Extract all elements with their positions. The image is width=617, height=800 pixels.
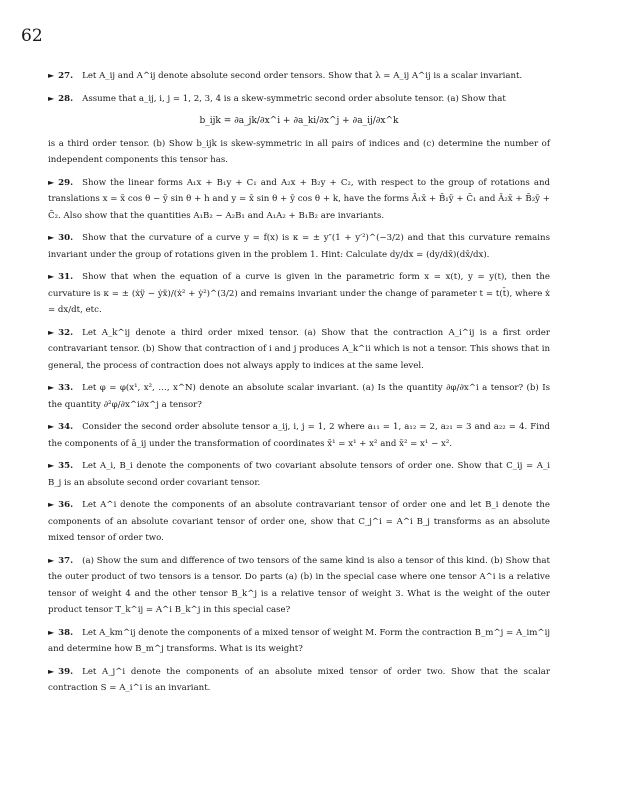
problem-heading	[48, 383, 82, 393]
problem-text: Consider the second order absolute tensor a_ij, i, j = 1, 2 where a₁₁ = 1, a₁₂ = 2, a₂₁ = 3 and a₂₂ = 4. Find the components of ā_ij under the transformation of coordinates x̄¹ = x¹ + x² and x̄² = x¹ − x².	[48, 422, 550, 449]
problem-item	[48, 458, 550, 491]
triangle-marker-icon: ►	[48, 422, 55, 431]
triangle-marker-icon: ►	[48, 177, 55, 187]
problem-number: 37.	[58, 555, 74, 566]
problem-heading	[48, 94, 82, 104]
problem-number: 28.	[58, 93, 74, 104]
problem-text: Let A_k^ij denote a third order mixed tensor. (a) Show that the contraction A_i^ij is a first order contravariant tensor. (b) Show that contraction of i and j produces A_k^ii which is not a tensor. This shows that in general, the process of contraction does not always apply to indices at the same level.	[48, 327, 550, 371]
problem-number: 30.	[58, 233, 74, 243]
problem-item	[48, 68, 550, 85]
problem-item	[48, 419, 550, 452]
problem-number: 38.	[58, 627, 74, 638]
problem-item	[48, 269, 550, 319]
problem-heading	[48, 233, 82, 243]
problem-text: Let φ = φ(x¹, x², …, x^N) denote an absolute scalar invariant. (a) Is the quantity ∂φ/∂x^i a tensor? (b) Is the quantity ∂²φ/∂x^i∂x^j a tensor?	[48, 383, 550, 410]
problem-text: Show the linear forms A₁x + B₁y + C₁ and A₂x + B₂y + C₂, with respect to the group of rotations and translations x = x̄ cos θ − ȳ sin θ + h and y = x̄ sin θ + ȳ cos θ + k, have the forms Ā₁x̄ + B̄₁ȳ + C̄₁ and Ā₂x̄ + B̄₂ȳ + C̄₂. Also show that the quantities A₁B₂ − A₂B₁ and A₁A₂ + B₁B₂ are invariants.	[48, 177, 550, 221]
problem-heading	[48, 500, 82, 510]
problem-item	[48, 380, 550, 413]
problem-heading	[48, 422, 82, 432]
problem-item	[48, 230, 550, 263]
problem-item	[48, 625, 550, 658]
problem-heading	[48, 178, 82, 188]
problem-text: Let A_j^i denote the components of an absolute mixed tensor of order two. Show that the scalar contraction S = A_i^i is an invariant.	[48, 666, 550, 693]
triangle-marker-icon: ►	[48, 461, 55, 470]
problem-number: 33.	[58, 383, 74, 393]
triangle-marker-icon: ►	[48, 327, 55, 337]
problem-text: Let A_i, B_i denote the components of two covariant absolute tensors of order one. Show that C_ij = A_i B_j is an absolute second order covariant tensor.	[48, 461, 550, 488]
problem-number: 36.	[58, 500, 74, 510]
problem-heading	[48, 328, 82, 338]
problem-number: 27.	[58, 71, 74, 81]
problem-item	[48, 664, 550, 697]
problem-text: Let A_ij and A^ij denote absolute second order tensors. Show that λ = A_ij A^ij is a scalar invariant.	[82, 71, 523, 81]
problem-heading	[48, 628, 82, 638]
triangle-marker-icon: ►	[48, 272, 55, 281]
display-equation: b_ijk = ∂a_jk/∂x^i + ∂a_ki/∂x^j + ∂a_ij/∂x^k	[199, 116, 399, 126]
problem-text: Let A_km^ij denote the components of a mixed tensor of weight M. Form the contraction B_m^j = A_im^ij and determine how B_m^j transforms. What is its weight?	[48, 627, 550, 654]
problem-heading	[48, 71, 82, 81]
problem-heading	[48, 667, 82, 677]
problem-item	[48, 497, 550, 547]
problem-item	[48, 91, 550, 169]
triangle-marker-icon: ►	[48, 627, 55, 637]
page-number: 62	[21, 26, 43, 46]
problem-item	[48, 325, 550, 375]
triangle-marker-icon: ►	[48, 555, 55, 565]
problem-number: 31.	[58, 272, 74, 282]
problem-number: 32.	[58, 327, 74, 338]
problem-text: Show that when the equation of a curve is given in the parametric form x = x(t), y = y(t), then the curvature is κ = ± (ẋÿ − ẏẍ)/(ẋ² + ẏ²)^(3/2) and remains invariant under the change of parameter t = t(t̄), where ẋ = dx/dt, etc.	[48, 272, 550, 315]
triangle-marker-icon: ►	[48, 93, 55, 103]
problem-number: 29.	[58, 177, 74, 188]
triangle-marker-icon: ►	[48, 233, 55, 242]
triangle-marker-icon: ►	[48, 500, 55, 509]
problem-heading	[48, 556, 82, 566]
problem-text: Let A^i denote the components of an absolute contravariant tensor of order one and let B_i denote the components of an absolute covariant tensor of order one, show that C_j^i = A^i B_j transforms as an absolute mixed tensor of order two.	[48, 500, 550, 543]
problem-heading	[48, 461, 82, 471]
problem-text: Assume that a_ij, i, j = 1, 2, 3, 4 is a skew-symmetric second order absolute tensor. (a) Show that	[82, 93, 506, 104]
problem-text: (a) Show the sum and difference of two tensors of the same kind is also a tensor of this kind. (b) Show that the outer product of two tensors is a tensor. Do parts (a) (b) in the special case where one tensor A^i is a relative tensor of weight 4 and the other tensor B_k^j is a relative tensor of weight 3. What is the weight of the outer product tensor T_k^ij = A^i B_k^j in this special case?	[48, 555, 550, 615]
problem-heading	[48, 272, 82, 282]
problem-text: Show that the curvature of a curve y = f(x) is κ = ± y″(1 + y′²)^(−3/2) and that this curvature remains invariant under the group of rotations given in the problem 1. Hint: Calculate dy/dx = (dy/dx̄)(dx̄/dx).	[48, 233, 550, 260]
problem-number: 39.	[58, 666, 74, 677]
triangle-marker-icon: ►	[48, 383, 55, 392]
problem-number: 35.	[58, 461, 74, 471]
triangle-marker-icon: ►	[48, 666, 55, 676]
problem-item	[48, 553, 550, 619]
problem-text-continuation: is a third order tensor. (b) Show b_ijk is skew-symmetric in all pairs of indices and (c) determine the number of independent components this tensor has.	[48, 138, 550, 165]
triangle-marker-icon: ►	[48, 71, 55, 80]
problem-item	[48, 175, 550, 225]
problem-number: 34.	[58, 422, 74, 432]
problem-list	[48, 68, 550, 703]
